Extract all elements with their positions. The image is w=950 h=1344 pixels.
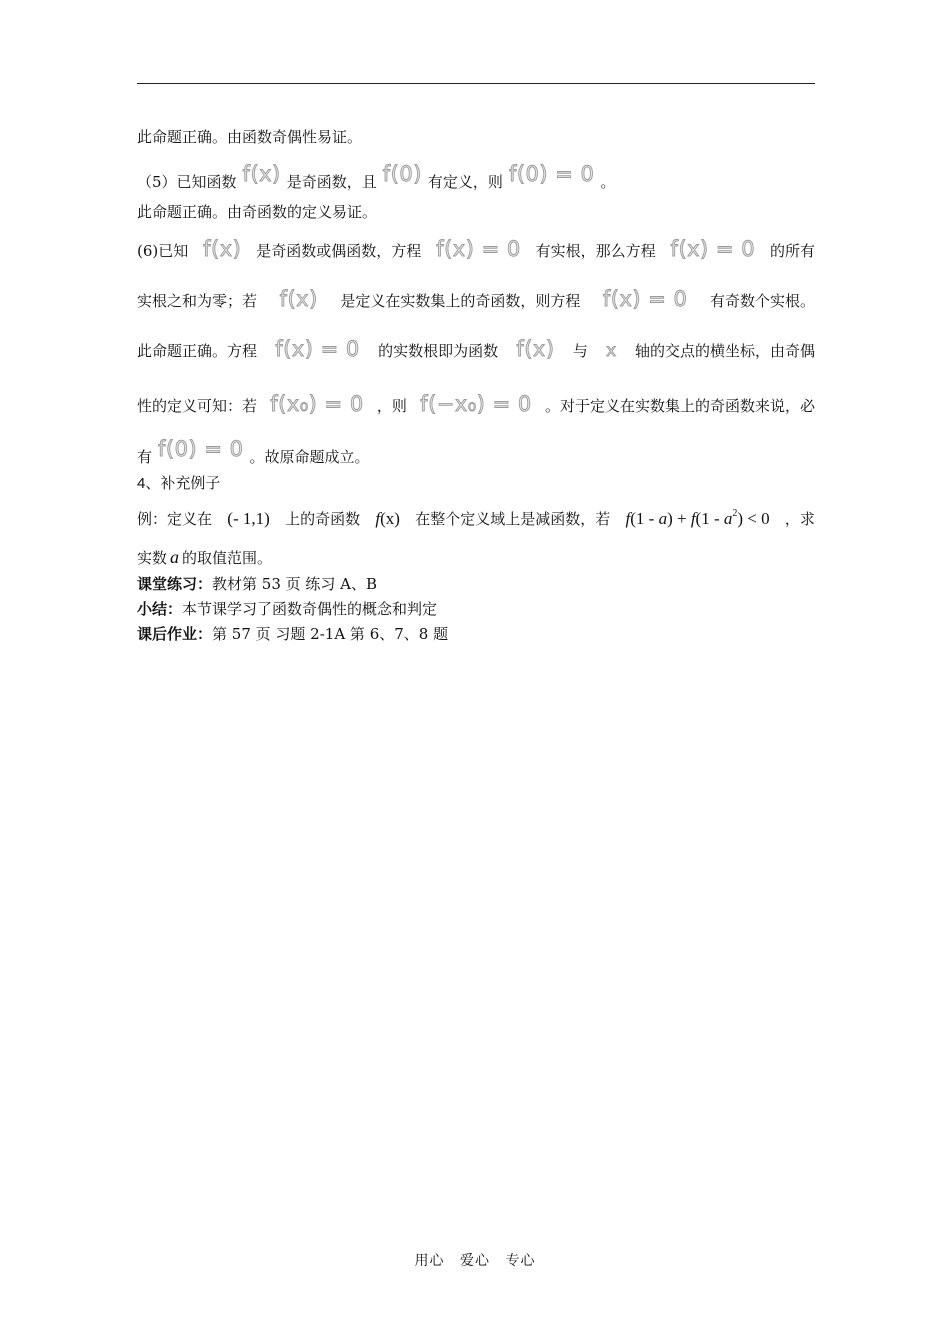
math-image: f(x) = 0	[670, 237, 756, 261]
paragraph-text: 教材第 53 页 练习 A、B	[212, 575, 378, 593]
math-image: f(0) = 0	[158, 437, 244, 461]
paragraph-text: 与	[572, 342, 588, 360]
paragraph-text: 的所有	[769, 242, 815, 260]
paragraph-text: 的取值范围。	[182, 549, 273, 567]
math-inequality	[626, 503, 770, 530]
paragraph-10	[137, 503, 815, 530]
paragraph-text: 第 57 页 习题 2-1A 第 6、7、8 题	[212, 625, 449, 643]
paragraph-text: 例：定义在	[137, 510, 213, 528]
label-bold: 小结：	[137, 600, 183, 618]
math-image: f(−x₀) = 0	[420, 392, 532, 416]
math-part: ) < 0	[737, 509, 770, 528]
paragraph-text: （5）已知函数	[137, 173, 237, 191]
paragraph-text: 上的奇函数	[285, 510, 361, 528]
label-bold: 课堂练习：	[137, 575, 213, 593]
math-var: a	[723, 509, 733, 528]
math-part: ) +	[667, 509, 691, 528]
paragraph-8	[137, 438, 815, 468]
paragraph-11	[137, 546, 815, 569]
math-part: (1 -	[695, 509, 724, 528]
math-var: f	[690, 509, 696, 528]
page-footer: 用心 爱心 专心	[414, 1253, 536, 1269]
paragraph-text: 4、补充例子	[137, 475, 221, 492]
math-image: f(x) = 0	[436, 237, 521, 261]
paragraph-text: ，求	[784, 510, 815, 528]
math-image: f(x) = 0	[275, 337, 360, 361]
paragraph-2	[137, 163, 815, 193]
math-image: f(x)	[279, 287, 318, 311]
paragraph-1	[137, 126, 815, 148]
math-args: (x)	[380, 509, 400, 528]
paragraph-text: 本节课学习了函数奇偶性的概念和判定	[182, 600, 438, 618]
math-image: f(x)	[203, 237, 242, 261]
paragraph-text: 此命题正确。方程	[137, 342, 258, 360]
paragraph-text: 。对于定义在实数集上的奇函数来说，必	[544, 397, 815, 415]
paragraph-text: 。故原命题成立。	[249, 448, 370, 466]
paragraph-text: 是定义在实数集上的奇函数，则方程	[340, 292, 581, 310]
math-interval: (- 1,1)	[227, 509, 270, 528]
math-image: f(x)	[516, 337, 555, 361]
paragraph-text: 实根之和为零；若	[137, 292, 258, 310]
paragraph-5	[137, 288, 815, 312]
math-part: (1 -	[630, 509, 659, 528]
paragraph-text: 的实数根即为函数	[378, 342, 499, 360]
paragraph-14	[137, 623, 815, 645]
paragraph-text: 在整个定义域上是减函数，若	[415, 510, 611, 528]
math-var: a	[658, 509, 668, 528]
paragraph-4	[137, 238, 815, 262]
math-function	[375, 508, 400, 530]
math-image: f(x)	[242, 162, 281, 186]
section-heading	[137, 473, 815, 495]
math-variable	[170, 547, 179, 567]
paragraph-12	[137, 573, 815, 595]
math-var: f	[625, 509, 631, 528]
paragraph-text: 此命题正确。由奇函数的定义易证。	[137, 203, 378, 221]
paragraph-7	[137, 393, 815, 417]
paragraph-text: 轴的交点的横坐标，由奇偶	[634, 342, 815, 360]
math-var: f	[375, 509, 381, 528]
math-image: f(x₀) = 0	[270, 392, 364, 416]
paragraph-text: 。	[600, 173, 616, 191]
math-image: f(0)	[382, 162, 422, 186]
paragraph-text: 实数	[137, 549, 168, 567]
math-var: a	[170, 547, 180, 567]
paragraph-3	[137, 201, 815, 223]
math-image: f(x) = 0	[602, 287, 688, 311]
paragraph-text: (6)已知	[137, 242, 189, 260]
paragraph-text: 有	[137, 448, 153, 466]
paragraph-text: 性的定义可知：若	[137, 397, 258, 415]
paragraph-text: 有定义，则	[427, 173, 503, 191]
paragraph-6	[137, 338, 815, 362]
math-image: f(0) = 0	[508, 162, 595, 186]
paragraph-text: ，则	[376, 397, 407, 415]
paragraph-text: 是奇函数或偶函数，方程	[256, 242, 422, 260]
label-bold: 课后作业：	[137, 625, 213, 643]
paragraph-text: 此命题正确。由函数奇偶性易证。	[137, 128, 363, 146]
paragraph-text: 是奇函数，且	[286, 173, 377, 191]
paragraph-text: 有奇数个实根。	[709, 292, 815, 310]
header-rule	[137, 83, 815, 84]
math-exponent: 2	[732, 508, 738, 519]
paragraph-text: 有实根，那么方程	[535, 242, 656, 260]
math-image: x	[606, 341, 617, 361]
paragraph-13	[137, 598, 815, 620]
